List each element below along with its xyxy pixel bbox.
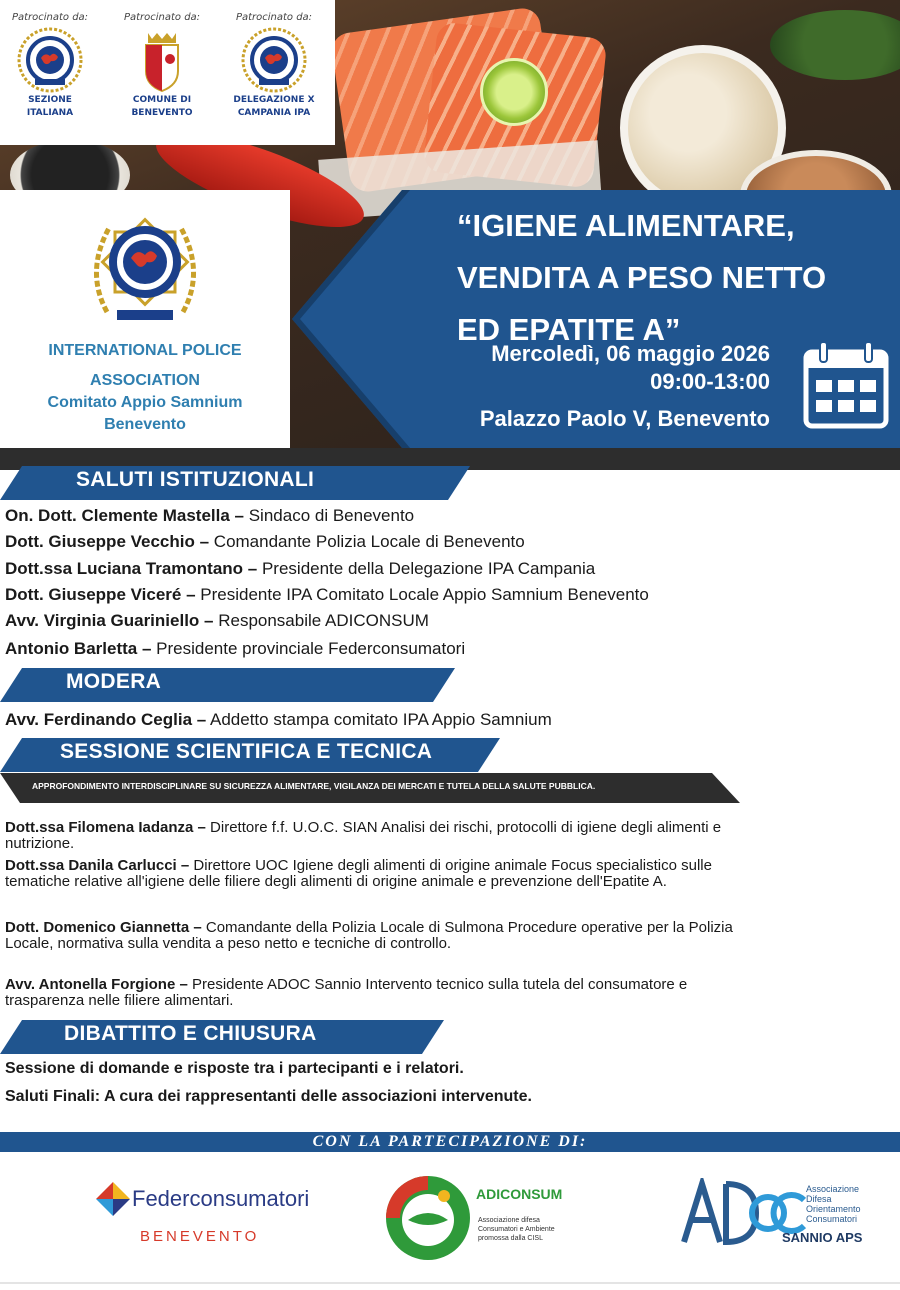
speaker-name: Dott. Giuseppe Viceré – — [5, 585, 196, 604]
speaker-role: Responsabile ADICONSUM — [213, 611, 429, 630]
sponsor-label: Patrocinato da: — [11, 12, 89, 23]
speaker-name: Dott. Giuseppe Vecchio – — [5, 532, 210, 551]
adiconsum-mark-icon — [380, 1168, 476, 1268]
event-title — [457, 200, 897, 356]
adoc-line4: Consumatori — [806, 1214, 858, 1224]
ipa-emblem-icon — [77, 212, 213, 332]
speaker-role: Comandante Polizia Locale di Benevento — [209, 532, 525, 551]
section-title-dibattito: DIBATTITO E CHIUSURA — [64, 1022, 317, 1045]
organizer-line4: Benevento — [104, 416, 186, 433]
section-title-sessione: SESSIONE SCIENTIFICA E TECNICA — [60, 740, 433, 763]
sponsor-label: Patrocinato da: — [123, 12, 201, 23]
sponsor-name-line2: CAMPANIA IPA — [237, 108, 311, 118]
saluti-row — [5, 532, 525, 552]
federconsumatori-city: BENEVENTO — [140, 1228, 260, 1245]
sponsor-name-line1: SEZIONE — [28, 95, 72, 105]
adiconsum-desc-line3: promossa dalla CISL — [478, 1235, 543, 1242]
speaker-role: Sindaco di Benevento — [244, 506, 415, 525]
speaker-name: Antonio Barletta – — [5, 639, 152, 658]
benevento-crest-icon — [132, 29, 192, 93]
adoc-mark-icon — [680, 1178, 810, 1258]
session-item — [5, 858, 765, 890]
sponsor-label: Patrocinato da: — [235, 12, 313, 23]
sponsor-comune-benevento — [112, 12, 212, 119]
event-time: 09:00-13:00 — [650, 369, 770, 394]
session-item — [5, 920, 765, 952]
organizer-line1: INTERNATIONAL POLICE — [48, 342, 242, 359]
federconsumatori-name: Federconsumatori — [132, 1186, 310, 1211]
calendar-icon — [802, 340, 890, 430]
lime-photo — [480, 58, 548, 126]
avocado-photo — [770, 10, 900, 80]
title-banner — [292, 190, 900, 448]
section-header-sessione — [0, 738, 500, 768]
organizer-card — [0, 190, 290, 448]
saluti-row — [5, 611, 429, 631]
title-line1: “IGIENE ALIMENTARE, — [457, 208, 795, 243]
organizer-line2: ASSOCIATION — [90, 372, 200, 389]
event-venue: Palazzo Paolo V, Benevento — [479, 406, 770, 431]
section-header-dibattito — [0, 1020, 444, 1050]
saluti-row — [5, 559, 595, 579]
speaker-role: Presidente della Delegazione IPA Campania — [257, 559, 596, 578]
sponsor-ipa-italia — [0, 12, 100, 119]
speaker-role: Presidente provinciale Federconsumatori — [151, 639, 466, 658]
adoc-logo — [680, 1178, 890, 1258]
sponsor-name-line2: BENEVENTO — [131, 108, 193, 118]
speaker-role: Presidente IPA Comitato Locale Appio Samnium Benevento — [195, 585, 649, 604]
speaker-name: Dott.ssa Luciana Tramontano – — [5, 559, 258, 578]
section-header-saluti — [0, 466, 470, 496]
speaker-text: Presidente ADOC Sannio Intervento tecnico sulla tutela del consumatore e trasparenza nelle filiere alimentari. — [5, 976, 688, 1009]
speaker-name: Avv. Virginia Guariniello – — [5, 611, 214, 630]
title-line3: ED EPATITE A” — [457, 312, 681, 347]
speaker-name: Avv. Antonella Forgione – — [5, 976, 188, 993]
sponsor-ipa-campania — [224, 12, 324, 119]
event-date: Mercoledì, 06 maggio 2026 — [491, 341, 770, 366]
speaker-name: Avv. Ferdinando Ceglia – — [5, 710, 207, 729]
sponsors-box — [0, 0, 335, 145]
speaker-text: Comandante della Polizia Locale di Sulmona Procedure operative per la Polizia Locale, normativa sulla vendita a peso netto e tecniche di controllo. — [5, 919, 733, 952]
closing-line1: Sessione di domande e risposte tra i partecipanti e i relatori. — [5, 1060, 464, 1077]
speaker-text: Direttore UOC Igiene degli alimenti di origine animale Focus specialistico sulle tematiche relative all'igiene delle filiere degli alimenti di origine animale e prevenzione dell'Epatite A. — [5, 857, 712, 890]
adiconsum-desc-line1: Associazione difesa — [478, 1217, 540, 1224]
adoc-line3: Orientamento — [806, 1204, 861, 1214]
organizer-line3: Comitato Appio Samnium — [47, 394, 243, 411]
session-item — [5, 977, 765, 1009]
speaker-name: Dott.ssa Danila Carlucci – — [5, 857, 190, 874]
section-header-modera — [0, 668, 455, 698]
session-item — [5, 820, 765, 852]
section-title-modera: MODERA — [66, 670, 162, 693]
saluti-row — [5, 585, 649, 605]
sponsor-name-line1: COMUNE DI — [132, 95, 192, 105]
sponsor-name-line2: ITALIANA — [26, 108, 74, 118]
session-subtitle-band — [0, 773, 740, 803]
partners-heading: CON LA PARTECIPAZIONE DI: — [312, 1133, 588, 1150]
bottom-rule — [0, 1282, 900, 1284]
closing-line2: Saluti Finali: A cura dei rappresentanti delle associazioni intervenute. — [5, 1088, 532, 1105]
event-datetime — [390, 340, 770, 396]
adoc-line2: Difesa — [806, 1194, 832, 1204]
federconsumatori-mark-icon — [96, 1182, 130, 1216]
adiconsum-desc-line2: Consumatori e Ambiente — [478, 1226, 555, 1233]
saluti-row — [5, 639, 465, 659]
adiconsum-description — [478, 1216, 588, 1243]
hero-banner — [0, 0, 900, 470]
ipa-logo-icon — [17, 27, 83, 93]
speaker-name: Dott.ssa Filomena Iadanza – — [5, 819, 206, 836]
speaker-text: Direttore f.f. U.O.C. SIAN Analisi dei rischi, protocolli di igiene degli alimenti e nutrizione. — [5, 819, 722, 852]
saluti-row — [5, 506, 414, 526]
section-title-saluti: SALUTI ISTITUZIONALI — [76, 468, 315, 491]
adoc-branch: SANNIO APS — [782, 1230, 863, 1245]
ipa-logo-icon — [241, 27, 307, 93]
adiconsum-logo — [380, 1168, 600, 1268]
session-subtitle: APPROFONDIMENTO INTERDISCIPLINARE SU SICUREZZA ALIMENTARE, VIGILANZA DEI MERCATI E TUTELA DELLA SALUTE PUBBLICA. — [32, 781, 596, 791]
federconsumatori-logo — [96, 1180, 310, 1250]
modera-row — [5, 710, 552, 730]
speaker-role: Addetto stampa comitato IPA Appio Samnium — [206, 710, 552, 729]
adiconsum-name: ADICONSUM — [476, 1186, 563, 1202]
title-line2: VENDITA A PESO NETTO — [457, 260, 827, 295]
partners-band — [0, 1132, 900, 1152]
adoc-line1: Associazione — [806, 1184, 860, 1194]
speaker-name: Dott. Domenico Giannetta – — [5, 919, 202, 936]
speaker-name: On. Dott. Clemente Mastella – — [5, 506, 244, 525]
sponsor-name-line1: DELEGAZIONE X — [233, 95, 315, 105]
